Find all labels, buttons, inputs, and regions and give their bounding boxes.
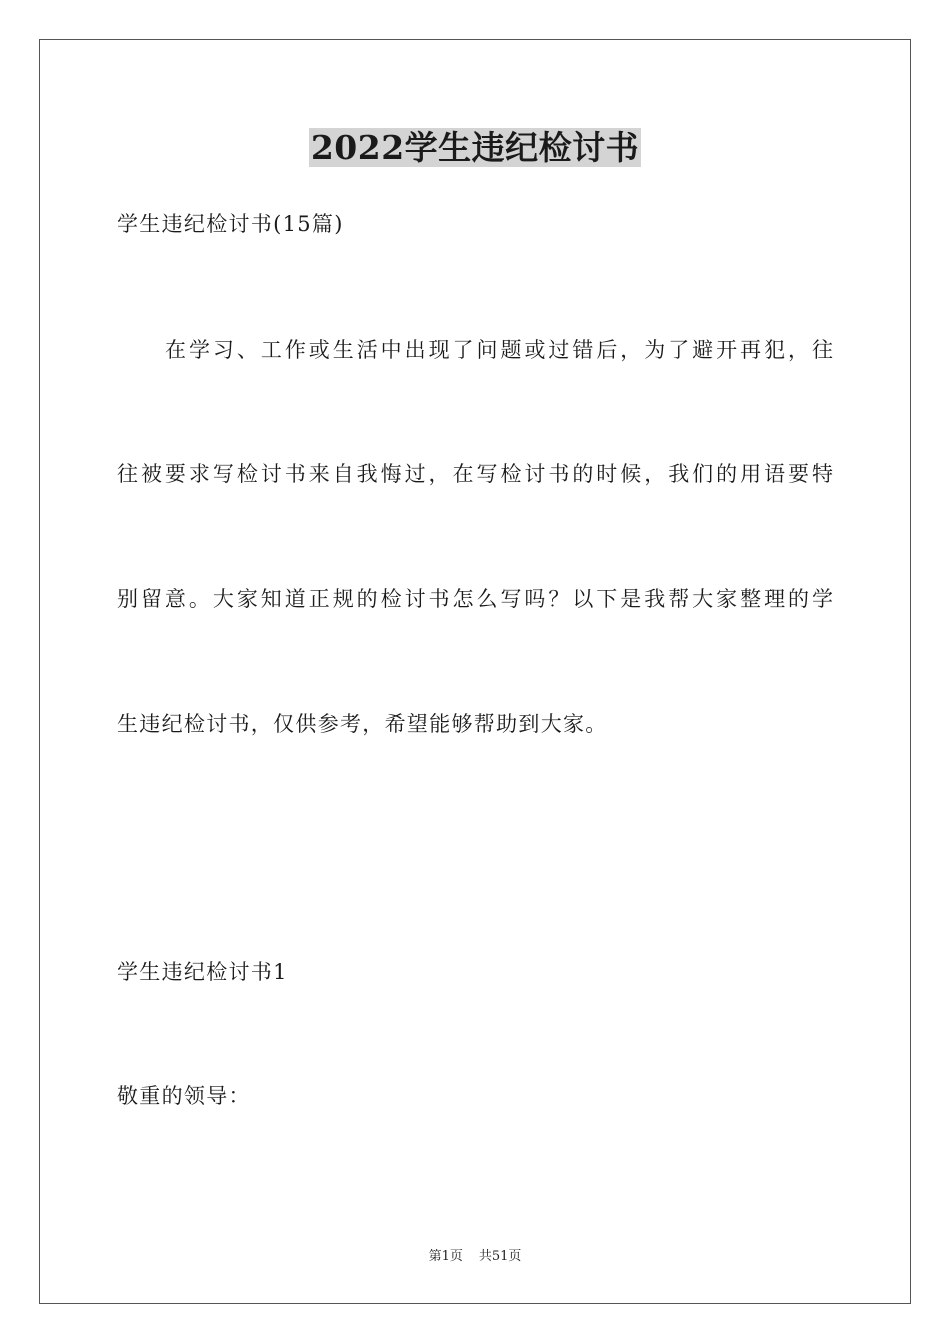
document-title-text: 2022学生违纪检讨书 bbox=[310, 128, 640, 167]
intro-paragraph-line: 别留意。大家知道正规的检讨书怎么写吗？以下是我帮大家整理的学 bbox=[117, 587, 833, 611]
salutation: 敬重的领导： bbox=[117, 1084, 251, 1108]
document-subtitle: 学生违纪检讨书(15篇) bbox=[117, 212, 344, 236]
section-heading: 学生违纪检讨书1 bbox=[117, 960, 288, 984]
page-footer bbox=[0, 1248, 950, 1266]
intro-paragraph-line: 往被要求写检讨书来自我悔过，在写检讨书的时候，我们的用语要特 bbox=[117, 462, 833, 486]
intro-paragraph-line: 生违纪检讨书，仅供参考，希望能够帮助到大家。 bbox=[117, 712, 608, 736]
document-title bbox=[0, 126, 950, 170]
intro-paragraph-line: 在学习、工作或生活中出现了问题或过错后，为了避开再犯，往 bbox=[165, 338, 833, 362]
page-number-total: 共51页 bbox=[478, 1249, 522, 1264]
page-number-current: 第1页 bbox=[428, 1249, 463, 1264]
